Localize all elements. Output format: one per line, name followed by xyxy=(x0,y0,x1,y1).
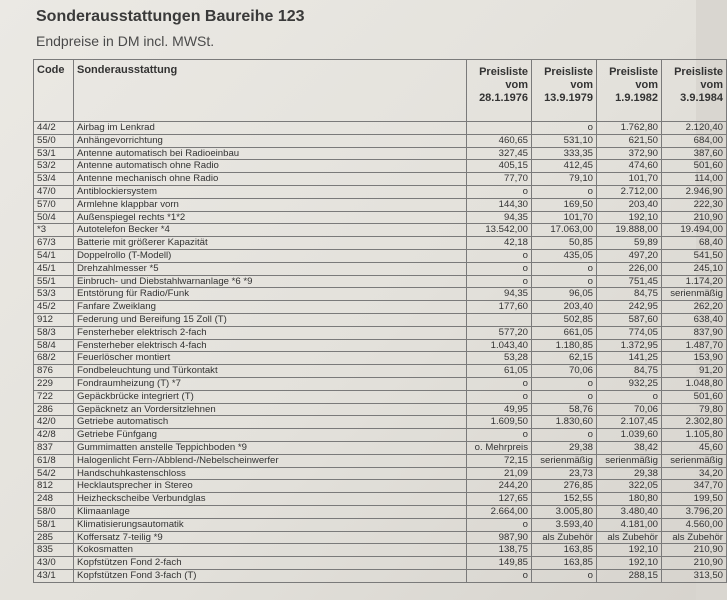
cell-price-1984: 210,90 xyxy=(662,211,727,224)
cell-price-1984: 1.174,20 xyxy=(662,275,727,288)
cell-option-name: Hecklautsprecher in Stereo xyxy=(74,480,467,493)
cell-price-1984: 837,90 xyxy=(662,326,727,339)
cell-price-1976: o xyxy=(467,377,532,390)
cell-price-1984: 19.494,00 xyxy=(662,224,727,237)
table-row xyxy=(34,185,727,198)
table-row xyxy=(34,198,727,211)
cell-code: 722 xyxy=(34,390,74,403)
cell-price-1979: 531,10 xyxy=(532,134,597,147)
cell-code: 43/0 xyxy=(34,557,74,570)
cell-price-1982: 19.888,00 xyxy=(597,224,662,237)
cell-price-1982: 84,75 xyxy=(597,288,662,301)
cell-price-1982: 372,90 xyxy=(597,147,662,160)
cell-price-1976: 1.043,40 xyxy=(467,339,532,352)
cell-price-1984: 262,20 xyxy=(662,301,727,314)
cell-option-name: Getriebe Fünfgang xyxy=(74,429,467,442)
cell-price-1982: 1.372,95 xyxy=(597,339,662,352)
cell-option-name: Airbag im Lenkrad xyxy=(74,122,467,135)
cell-price-1979: o xyxy=(532,429,597,442)
cell-price-1979: 163,85 xyxy=(532,557,597,570)
cell-price-1984: 2.946,90 xyxy=(662,185,727,198)
cell-price-1979: als Zubehör xyxy=(532,531,597,544)
cell-option-name: Fensterheber elektrisch 2-fach xyxy=(74,326,467,339)
cell-code: 229 xyxy=(34,377,74,390)
cell-code: 50/4 xyxy=(34,211,74,224)
table-row xyxy=(34,262,727,275)
cell-option-name: Gummimatten anstelle Teppichboden *9 xyxy=(74,441,467,454)
cell-option-name: Doppelrollo (T-Modell) xyxy=(74,249,467,262)
cell-price-1984: 79,80 xyxy=(662,403,727,416)
cell-price-1976: 2.664,00 xyxy=(467,505,532,518)
cell-price-1976: 327,45 xyxy=(467,147,532,160)
cell-price-1979: o xyxy=(532,262,597,275)
cell-price-1979: 3.593,40 xyxy=(532,518,597,531)
header-pricelist-1984 xyxy=(662,60,727,122)
cell-code: 55/0 xyxy=(34,134,74,147)
cell-price-1984: 91,20 xyxy=(662,365,727,378)
cell-price-1976: 72,15 xyxy=(467,454,532,467)
table-row xyxy=(34,416,727,429)
cell-price-1982: 192,10 xyxy=(597,211,662,224)
cell-price-1976: 42,18 xyxy=(467,237,532,250)
cell-price-1976: o xyxy=(467,390,532,403)
table-row xyxy=(34,493,727,506)
cell-code: 67/3 xyxy=(34,237,74,250)
cell-price-1979: 203,40 xyxy=(532,301,597,314)
cell-price-1979: 17.063,00 xyxy=(532,224,597,237)
cell-price-1984: 68,40 xyxy=(662,237,727,250)
cell-price-1982: 3.480,40 xyxy=(597,505,662,518)
cell-price-1979: 58,76 xyxy=(532,403,597,416)
cell-price-1979: serienmäßig xyxy=(532,454,597,467)
cell-price-1976: 405,15 xyxy=(467,160,532,173)
cell-option-name: Batterie mit größerer Kapazität xyxy=(74,237,467,250)
cell-price-1982: o xyxy=(597,390,662,403)
cell-price-1976: o xyxy=(467,249,532,262)
table-row xyxy=(34,505,727,518)
cell-code: 912 xyxy=(34,313,74,326)
cell-code: 43/1 xyxy=(34,569,74,582)
cell-option-name: Drehzahlmesser *5 xyxy=(74,262,467,275)
table-row xyxy=(34,249,727,262)
table-row xyxy=(34,480,727,493)
cell-price-1982: 4.181,00 xyxy=(597,518,662,531)
header-option: Sonderausstattung xyxy=(74,60,467,122)
header-label: vom xyxy=(700,79,723,92)
cell-price-1979: 276,85 xyxy=(532,480,597,493)
header-label: Preisliste xyxy=(479,66,528,78)
header-label: vom xyxy=(570,79,593,92)
cell-price-1982: 497,20 xyxy=(597,249,662,262)
cell-price-1982: 587,60 xyxy=(597,313,662,326)
cell-option-name: Anhängevorrichtung xyxy=(74,134,467,147)
cell-price-1976: o xyxy=(467,262,532,275)
table-row xyxy=(34,147,727,160)
cell-price-1984: 313,50 xyxy=(662,569,727,582)
cell-code: *3 xyxy=(34,224,74,237)
cell-code: 835 xyxy=(34,544,74,557)
cell-price-1979: o xyxy=(532,569,597,582)
cell-price-1984: 199,50 xyxy=(662,493,727,506)
table-row xyxy=(34,557,727,570)
cell-option-name: Fensterheber elektrisch 4-fach xyxy=(74,339,467,352)
cell-price-1982: 322,05 xyxy=(597,480,662,493)
cell-code: 54/1 xyxy=(34,249,74,262)
table-row xyxy=(34,134,727,147)
table-row xyxy=(34,454,727,467)
table-row xyxy=(34,441,727,454)
page-subtitle: Endpreise in DM incl. MWSt. xyxy=(36,33,215,49)
cell-code: 53/4 xyxy=(34,173,74,186)
cell-price-1982: 2.107,45 xyxy=(597,416,662,429)
cell-code: 47/0 xyxy=(34,185,74,198)
cell-price-1984: 114,00 xyxy=(662,173,727,186)
cell-price-1984: 1.487,70 xyxy=(662,339,727,352)
cell-price-1979: 1.180,85 xyxy=(532,339,597,352)
cell-price-1984: 684,00 xyxy=(662,134,727,147)
cell-option-name: Federung und Bereifung 15 Zoll (T) xyxy=(74,313,467,326)
cell-option-name: Autotelefon Becker *4 xyxy=(74,224,467,237)
cell-price-1984: 1.105,80 xyxy=(662,429,727,442)
table-row xyxy=(34,237,727,250)
cell-price-1976: 1.609,50 xyxy=(467,416,532,429)
header-label: Preisliste xyxy=(674,66,723,78)
cell-price-1984: 3.796,20 xyxy=(662,505,727,518)
cell-option-name: Antiblockiersystem xyxy=(74,185,467,198)
cell-code: 42/0 xyxy=(34,416,74,429)
table-row xyxy=(34,531,727,544)
cell-option-name: Einbruch- und Diebstahlwarnanlage *6 *9 xyxy=(74,275,467,288)
cell-price-1982: 141,25 xyxy=(597,352,662,365)
cell-price-1984: als Zubehör xyxy=(662,531,727,544)
table-row xyxy=(34,211,727,224)
cell-code: 57/0 xyxy=(34,198,74,211)
cell-price-1979: 79,10 xyxy=(532,173,597,186)
cell-price-1982: 59,89 xyxy=(597,237,662,250)
page-title: Sonderausstattungen Baureihe 123 xyxy=(36,8,305,25)
cell-code: 876 xyxy=(34,365,74,378)
cell-price-1982: als Zubehör xyxy=(597,531,662,544)
cell-price-1982: 751,45 xyxy=(597,275,662,288)
table-row xyxy=(34,160,727,173)
cell-price-1976: 177,60 xyxy=(467,301,532,314)
cell-code: 45/2 xyxy=(34,301,74,314)
cell-price-1979: 661,05 xyxy=(532,326,597,339)
cell-price-1984: 45,60 xyxy=(662,441,727,454)
cell-price-1979: o xyxy=(532,275,597,288)
cell-option-name: Klimatisierungsautomatik xyxy=(74,518,467,531)
cell-option-name: Armlehne klappbar vorn xyxy=(74,198,467,211)
cell-price-1982: 288,15 xyxy=(597,569,662,582)
cell-price-1984: 245,10 xyxy=(662,262,727,275)
cell-price-1976: o xyxy=(467,429,532,442)
cell-price-1984: 541,50 xyxy=(662,249,727,262)
table-header xyxy=(34,60,727,122)
cell-price-1976: 49,95 xyxy=(467,403,532,416)
cell-price-1982: 242,95 xyxy=(597,301,662,314)
cell-price-1976: o xyxy=(467,275,532,288)
cell-price-1984: 501,60 xyxy=(662,390,727,403)
table-row xyxy=(34,339,727,352)
cell-price-1976: o xyxy=(467,518,532,531)
cell-price-1976: 460,65 xyxy=(467,134,532,147)
cell-code: 58/0 xyxy=(34,505,74,518)
cell-price-1976: 53,28 xyxy=(467,352,532,365)
cell-price-1979: 3.005,80 xyxy=(532,505,597,518)
cell-price-1979: 70,06 xyxy=(532,365,597,378)
cell-price-1976: 244,20 xyxy=(467,480,532,493)
cell-price-1982: 203,40 xyxy=(597,198,662,211)
cell-price-1984: serienmäßig xyxy=(662,454,727,467)
cell-price-1979: o xyxy=(532,377,597,390)
cell-option-name: Kokosmatten xyxy=(74,544,467,557)
cell-price-1979: 23,73 xyxy=(532,467,597,480)
cell-price-1982: 474,60 xyxy=(597,160,662,173)
table-row xyxy=(34,518,727,531)
table-row xyxy=(34,365,727,378)
cell-price-1982: 192,10 xyxy=(597,557,662,570)
header-date: 28.1.1976 xyxy=(479,92,528,105)
cell-code: 61/8 xyxy=(34,454,74,467)
cell-price-1979: 163,85 xyxy=(532,544,597,557)
cell-price-1979: 50,85 xyxy=(532,237,597,250)
cell-price-1979: 502,85 xyxy=(532,313,597,326)
cell-price-1982: 1.762,80 xyxy=(597,122,662,135)
cell-price-1982: 226,00 xyxy=(597,262,662,275)
table-row xyxy=(34,569,727,582)
cell-price-1982: serienmäßig xyxy=(597,454,662,467)
cell-price-1976: 13.542,00 xyxy=(467,224,532,237)
cell-price-1984: 1.048,80 xyxy=(662,377,727,390)
cell-option-name: Kopfstützen Fond 2-fach xyxy=(74,557,467,570)
cell-price-1976: 144,30 xyxy=(467,198,532,211)
cell-option-name: Feuerlöscher montiert xyxy=(74,352,467,365)
table-row xyxy=(34,326,727,339)
cell-price-1984: 2.120,40 xyxy=(662,122,727,135)
header-pricelist-1979 xyxy=(532,60,597,122)
cell-code: 44/2 xyxy=(34,122,74,135)
cell-code: 812 xyxy=(34,480,74,493)
options-price-table xyxy=(33,59,727,583)
cell-price-1976: 21,09 xyxy=(467,467,532,480)
cell-price-1984: 638,40 xyxy=(662,313,727,326)
cell-option-name: Antenne automatisch bei Radioeinbau xyxy=(74,147,467,160)
cell-price-1979: 62,15 xyxy=(532,352,597,365)
cell-price-1982: 70,06 xyxy=(597,403,662,416)
cell-option-name: Heizheckscheibe Verbundglas xyxy=(74,493,467,506)
table-row xyxy=(34,173,727,186)
cell-price-1982: 84,75 xyxy=(597,365,662,378)
cell-price-1984: 501,60 xyxy=(662,160,727,173)
header-label: vom xyxy=(635,79,658,92)
cell-option-name: Koffersatz 7-teilig *9 xyxy=(74,531,467,544)
cell-code: 286 xyxy=(34,403,74,416)
cell-price-1982: 29,38 xyxy=(597,467,662,480)
cell-option-name: Fondraumheizung (T) *7 xyxy=(74,377,467,390)
cell-option-name: Handschuhkastenschloss xyxy=(74,467,467,480)
cell-price-1979: 29,38 xyxy=(532,441,597,454)
table-body xyxy=(34,122,727,583)
table-row xyxy=(34,377,727,390)
cell-price-1984: 2.302,80 xyxy=(662,416,727,429)
header-pricelist-1976 xyxy=(467,60,532,122)
cell-code: 42/8 xyxy=(34,429,74,442)
cell-price-1984: 210,90 xyxy=(662,544,727,557)
cell-code: 58/4 xyxy=(34,339,74,352)
cell-price-1979: 152,55 xyxy=(532,493,597,506)
cell-code: 53/3 xyxy=(34,288,74,301)
cell-price-1982: 932,25 xyxy=(597,377,662,390)
cell-price-1976: o. Mehrpreis xyxy=(467,441,532,454)
table-row xyxy=(34,122,727,135)
table-row xyxy=(34,544,727,557)
cell-code: 285 xyxy=(34,531,74,544)
cell-option-name: Fanfare Zweiklang xyxy=(74,301,467,314)
cell-price-1976 xyxy=(467,122,532,135)
cell-price-1982: 1.039,60 xyxy=(597,429,662,442)
cell-price-1982: 774,05 xyxy=(597,326,662,339)
table-row xyxy=(34,390,727,403)
table-row xyxy=(34,313,727,326)
header-date: 1.9.1982 xyxy=(615,92,658,105)
table-row xyxy=(34,224,727,237)
cell-price-1979: 333,35 xyxy=(532,147,597,160)
cell-price-1982: 38,42 xyxy=(597,441,662,454)
cell-price-1976: 94,35 xyxy=(467,211,532,224)
table-row xyxy=(34,288,727,301)
cell-price-1984: 347,70 xyxy=(662,480,727,493)
cell-price-1976: 77,70 xyxy=(467,173,532,186)
cell-price-1982: 192,10 xyxy=(597,544,662,557)
cell-price-1979: o xyxy=(532,122,597,135)
cell-price-1979: 435,05 xyxy=(532,249,597,262)
table-row xyxy=(34,403,727,416)
cell-option-name: Entstörung für Radio/Funk xyxy=(74,288,467,301)
header-pricelist-1982 xyxy=(597,60,662,122)
header-code: Code xyxy=(34,60,74,122)
cell-option-name: Antenne mechanisch ohne Radio xyxy=(74,173,467,186)
cell-price-1976: o xyxy=(467,185,532,198)
cell-code: 55/1 xyxy=(34,275,74,288)
cell-price-1984: 153,90 xyxy=(662,352,727,365)
cell-price-1976: o xyxy=(467,569,532,582)
cell-price-1984: 222,30 xyxy=(662,198,727,211)
cell-price-1984: 34,20 xyxy=(662,467,727,480)
header-label: Preisliste xyxy=(544,66,593,78)
cell-option-name: Antenne automatisch ohne Radio xyxy=(74,160,467,173)
cell-code: 54/2 xyxy=(34,467,74,480)
cell-price-1976 xyxy=(467,313,532,326)
cell-option-name: Gepäcknetz an Vordersitzlehnen xyxy=(74,403,467,416)
table-row xyxy=(34,352,727,365)
cell-price-1979: o xyxy=(532,390,597,403)
cell-code: 53/1 xyxy=(34,147,74,160)
cell-price-1979: o xyxy=(532,185,597,198)
cell-code: 58/3 xyxy=(34,326,74,339)
cell-code: 53/2 xyxy=(34,160,74,173)
cell-price-1976: 127,65 xyxy=(467,493,532,506)
cell-price-1979: 412,45 xyxy=(532,160,597,173)
cell-option-name: Außenspiegel rechts *1*2 xyxy=(74,211,467,224)
cell-price-1979: 96,05 xyxy=(532,288,597,301)
table-row xyxy=(34,275,727,288)
cell-price-1982: 621,50 xyxy=(597,134,662,147)
header-label: vom xyxy=(505,79,528,92)
cell-price-1976: 94,35 xyxy=(467,288,532,301)
header-date: 13.9.1979 xyxy=(544,92,593,105)
cell-option-name: Gepäckbrücke integriert (T) xyxy=(74,390,467,403)
cell-option-name: Halogenlicht Fern-/Abblend-/Nebelscheinwerfer xyxy=(74,454,467,467)
cell-price-1976: 61,05 xyxy=(467,365,532,378)
cell-code: 45/1 xyxy=(34,262,74,275)
cell-price-1984: serienmäßig xyxy=(662,288,727,301)
cell-option-name: Fondbeleuchtung und Türkontakt xyxy=(74,365,467,378)
table-row xyxy=(34,301,727,314)
cell-code: 68/2 xyxy=(34,352,74,365)
cell-option-name: Klimaanlage xyxy=(74,505,467,518)
table-row xyxy=(34,429,727,442)
cell-code: 58/1 xyxy=(34,518,74,531)
cell-price-1982: 180,80 xyxy=(597,493,662,506)
cell-code: 837 xyxy=(34,441,74,454)
cell-price-1979: 101,70 xyxy=(532,211,597,224)
header-label: Preisliste xyxy=(609,66,658,78)
cell-price-1976: 987,90 xyxy=(467,531,532,544)
cell-price-1976: 138,75 xyxy=(467,544,532,557)
cell-price-1976: 149,85 xyxy=(467,557,532,570)
cell-price-1982: 2.712,00 xyxy=(597,185,662,198)
cell-code: 248 xyxy=(34,493,74,506)
cell-price-1979: 1.830,60 xyxy=(532,416,597,429)
cell-price-1979: 169,50 xyxy=(532,198,597,211)
cell-price-1984: 210,90 xyxy=(662,557,727,570)
cell-price-1976: 577,20 xyxy=(467,326,532,339)
header-date: 3.9.1984 xyxy=(680,92,723,105)
cell-price-1984: 4.560,00 xyxy=(662,518,727,531)
cell-option-name: Kopfstützen Fond 3-fach (T) xyxy=(74,569,467,582)
cell-option-name: Getriebe automatisch xyxy=(74,416,467,429)
cell-price-1982: 101,70 xyxy=(597,173,662,186)
table-row xyxy=(34,467,727,480)
cell-price-1984: 387,60 xyxy=(662,147,727,160)
